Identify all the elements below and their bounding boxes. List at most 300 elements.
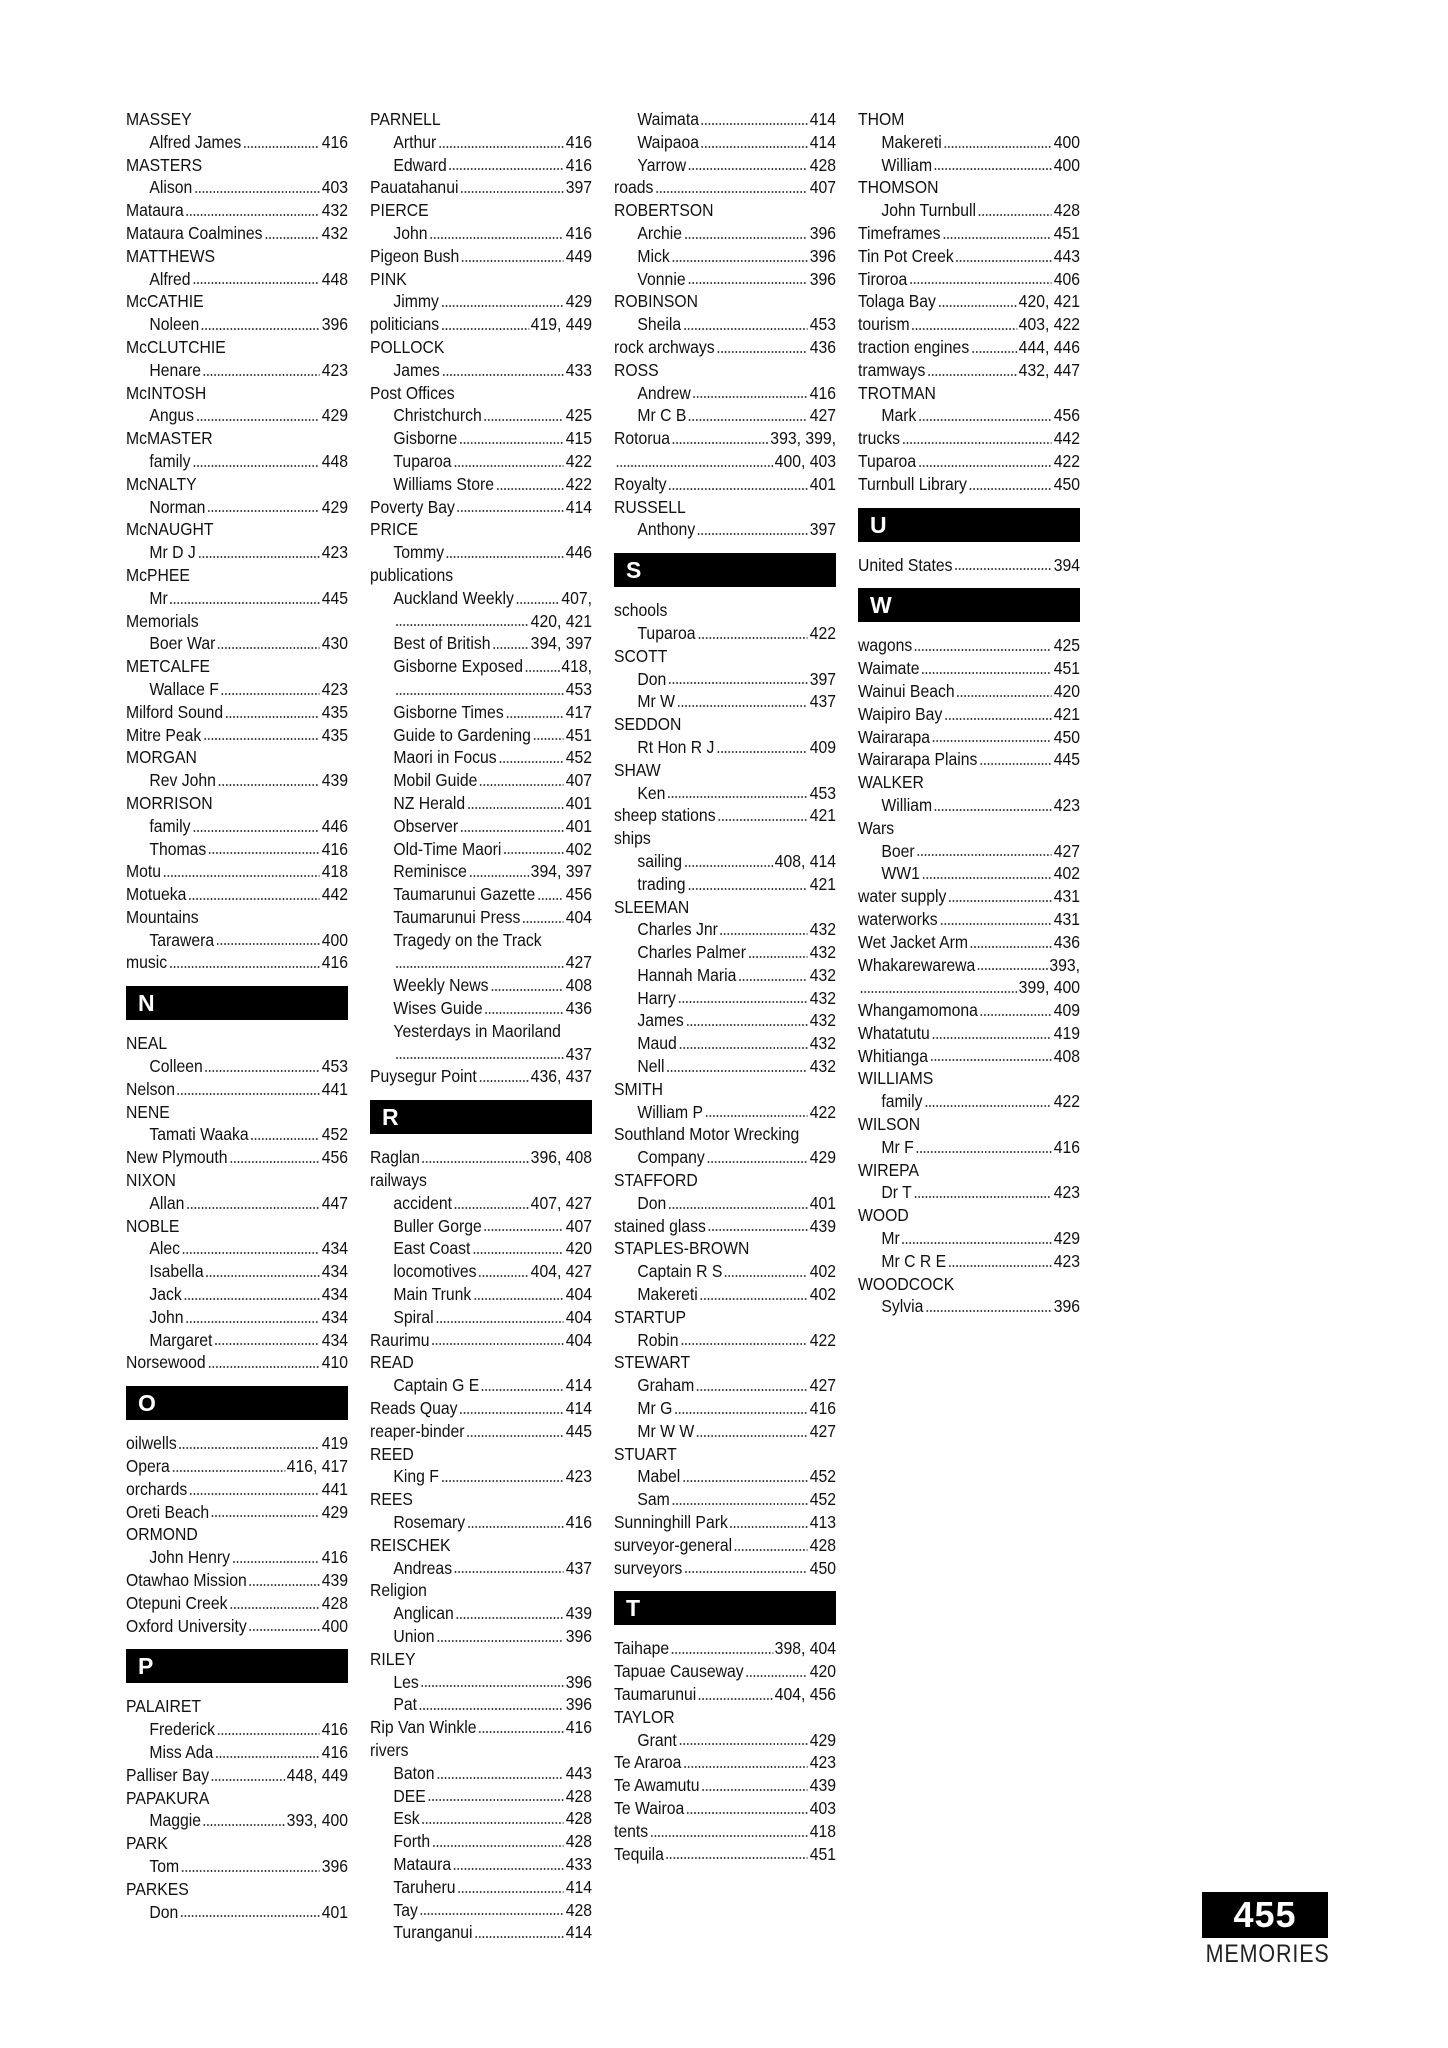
index-heading bbox=[126, 792, 348, 815]
dot-leader bbox=[457, 1890, 564, 1894]
index-subentry bbox=[614, 873, 836, 896]
entry-text: Christchurch bbox=[393, 405, 482, 426]
page-reference: 439 bbox=[321, 770, 348, 791]
index-entry bbox=[126, 1569, 348, 1592]
dot-leader bbox=[467, 806, 564, 810]
entry-text: William bbox=[881, 794, 933, 815]
page-reference: 423 bbox=[809, 1752, 836, 1773]
entry-text: Dr T bbox=[881, 1182, 912, 1203]
entry-text: Timeframes bbox=[858, 222, 941, 243]
section-letter-header: N bbox=[126, 986, 348, 1020]
index-heading bbox=[614, 1237, 836, 1260]
index-subentry bbox=[126, 450, 348, 473]
entry-text: SMITH bbox=[614, 1078, 664, 1099]
entry-text: tramways bbox=[858, 359, 926, 380]
entry-text: Milford Sound bbox=[126, 701, 224, 722]
dot-leader bbox=[738, 978, 808, 982]
entry-text: Whitianga bbox=[858, 1045, 929, 1066]
entry-text: Colleen bbox=[149, 1056, 203, 1077]
index-heading bbox=[370, 1443, 592, 1466]
entry-text: Alfred bbox=[149, 268, 191, 289]
page-reference: 396 bbox=[565, 1694, 592, 1715]
entry-text: McCATHIE bbox=[126, 291, 204, 312]
index-subentry bbox=[126, 359, 348, 382]
entry-text: Tin Pot Creek bbox=[858, 245, 954, 266]
entry-text: Religion bbox=[370, 1580, 427, 1601]
entry-text: orchards bbox=[126, 1478, 188, 1499]
index-entry bbox=[614, 450, 836, 473]
index-subentry bbox=[370, 792, 592, 815]
index-subentry bbox=[370, 1260, 592, 1283]
page-reference: 422 bbox=[809, 622, 836, 643]
entry-text: William bbox=[881, 154, 933, 175]
page-reference: 441 bbox=[321, 1478, 348, 1499]
page-reference: 425 bbox=[1053, 635, 1080, 656]
page-reference: 456 bbox=[565, 884, 592, 905]
dot-leader bbox=[428, 1798, 564, 1802]
index-heading bbox=[126, 336, 348, 359]
dot-leader bbox=[930, 1058, 1052, 1062]
page-reference: 404 bbox=[565, 1284, 592, 1305]
entry-text: Charles Palmer bbox=[637, 942, 746, 963]
index-heading bbox=[370, 1351, 592, 1374]
entry-text: ORMOND bbox=[126, 1524, 198, 1545]
section-letter-header: U bbox=[858, 508, 1080, 542]
entry-text: Oreti Beach bbox=[126, 1501, 210, 1522]
entry-text: Maori in Focus bbox=[393, 747, 497, 768]
index-column-4 bbox=[858, 108, 1080, 1318]
index-subentry bbox=[858, 404, 1080, 427]
entry-text: Makereti bbox=[637, 1284, 698, 1305]
page-reference: 429 bbox=[321, 405, 348, 426]
page-reference: 448 bbox=[321, 450, 348, 471]
dot-leader bbox=[189, 1492, 320, 1496]
entry-text: family bbox=[881, 1091, 923, 1112]
index-subentry bbox=[126, 541, 348, 564]
index-subentry bbox=[858, 1090, 1080, 1113]
entry-text: Captain G E bbox=[393, 1375, 480, 1396]
index-entry bbox=[858, 268, 1080, 291]
page-reference: 414 bbox=[565, 1398, 592, 1419]
entry-text: Boer bbox=[881, 840, 915, 861]
page-reference: 401 bbox=[565, 815, 592, 836]
dot-leader bbox=[707, 1160, 808, 1164]
entry-text: REISCHEK bbox=[370, 1534, 451, 1555]
page-reference: 416 bbox=[809, 382, 836, 403]
index-entry bbox=[126, 1455, 348, 1478]
entry-text: Baton bbox=[393, 1762, 435, 1783]
page-reference: 441 bbox=[321, 1078, 348, 1099]
dot-leader bbox=[454, 1570, 564, 1574]
index-subentry bbox=[858, 1227, 1080, 1250]
dot-leader bbox=[432, 1844, 564, 1848]
dot-leader bbox=[469, 874, 529, 878]
page-reference: 404 bbox=[565, 906, 592, 927]
entry-text: Alison bbox=[149, 177, 193, 198]
entry-text: Arthur bbox=[393, 131, 437, 152]
dot-leader bbox=[442, 373, 564, 377]
index-subentry bbox=[614, 1283, 836, 1306]
entry-text: Taumarunui Gazette bbox=[393, 884, 536, 905]
dot-leader bbox=[249, 1583, 320, 1587]
entry-text: sailing bbox=[637, 850, 683, 871]
entry-text: Sylvia bbox=[881, 1296, 924, 1317]
dot-leader bbox=[205, 1274, 319, 1278]
entry-text: Norman bbox=[149, 496, 206, 517]
page-reference: 445 bbox=[565, 1420, 592, 1441]
entry-text: McINTOSH bbox=[126, 382, 207, 403]
dot-leader bbox=[525, 669, 560, 673]
index-entry bbox=[614, 1774, 836, 1797]
index-subentry bbox=[370, 701, 592, 724]
entry-text: WOODCOCK bbox=[858, 1273, 955, 1294]
dot-leader bbox=[922, 876, 1052, 880]
index-entry bbox=[858, 680, 1080, 703]
entry-text: Miss Ada bbox=[149, 1742, 214, 1762]
index-subentry bbox=[858, 199, 1080, 222]
index-entry bbox=[370, 1146, 592, 1169]
index-subentry bbox=[370, 951, 592, 974]
index-subentry bbox=[370, 1237, 592, 1260]
page-reference: 452 bbox=[809, 1466, 836, 1487]
page-reference: 423 bbox=[1053, 794, 1080, 815]
index-heading bbox=[126, 1832, 348, 1855]
entry-text: waterworks bbox=[858, 908, 938, 929]
index-entry bbox=[858, 1045, 1080, 1068]
dot-leader bbox=[684, 1570, 808, 1574]
index-subentry bbox=[126, 838, 348, 861]
index-subentry bbox=[614, 668, 836, 691]
dot-leader bbox=[179, 1446, 320, 1450]
index-subentry bbox=[370, 1693, 592, 1716]
entry-text: Wet Jacket Arm bbox=[858, 931, 968, 952]
dot-leader bbox=[934, 808, 1052, 812]
index-subentry bbox=[370, 1283, 592, 1306]
page-reference: 442 bbox=[1053, 428, 1080, 449]
page-reference: 451 bbox=[1053, 658, 1080, 679]
index-subentry bbox=[126, 176, 348, 199]
entry-text: trucks bbox=[858, 428, 901, 449]
dot-leader bbox=[484, 1228, 564, 1232]
entry-text: James bbox=[637, 1010, 684, 1031]
dot-leader bbox=[431, 1342, 564, 1346]
dot-leader bbox=[172, 1469, 285, 1473]
entry-text: oilwells bbox=[126, 1433, 177, 1454]
page-reference: 401 bbox=[321, 1901, 348, 1922]
dot-leader bbox=[522, 920, 564, 924]
dot-leader bbox=[978, 213, 1052, 217]
dot-leader bbox=[429, 236, 564, 240]
index-subentry bbox=[614, 1055, 836, 1078]
page-reference: 436 bbox=[1053, 931, 1080, 952]
index-entry bbox=[126, 1146, 348, 1169]
dot-leader bbox=[186, 1206, 320, 1210]
entry-text: John Turnbull bbox=[881, 200, 976, 221]
page-reference: 396 bbox=[809, 222, 836, 243]
index-entry bbox=[614, 176, 836, 199]
dot-leader bbox=[192, 829, 320, 833]
entry-text: Tragedy on the Track bbox=[393, 929, 542, 950]
index-subentry bbox=[370, 678, 592, 701]
page-reference: 425 bbox=[565, 405, 592, 426]
page-reference: 416 bbox=[321, 1742, 348, 1762]
index-subentry bbox=[370, 746, 592, 769]
entry-text: Union bbox=[393, 1626, 435, 1646]
dot-leader bbox=[944, 145, 1052, 149]
page-reference: 423 bbox=[1053, 1250, 1080, 1271]
index-subentry bbox=[370, 974, 592, 997]
page-reference: 446 bbox=[565, 542, 592, 563]
entry-text: PINK bbox=[370, 268, 407, 289]
dot-leader bbox=[250, 1137, 319, 1141]
entry-text: Waimata bbox=[637, 109, 699, 129]
index-heading bbox=[614, 896, 836, 919]
index-heading bbox=[126, 906, 348, 929]
page-reference: 416, 417 bbox=[286, 1456, 348, 1477]
entry-text: Tamati Waaka bbox=[149, 1124, 249, 1145]
dot-leader bbox=[666, 1069, 808, 1073]
entry-text: PAPAKURA bbox=[126, 1787, 210, 1808]
entry-text: Yarrow bbox=[637, 154, 687, 175]
entry-text: Mr W bbox=[637, 691, 676, 712]
page-reference: 418, bbox=[561, 656, 592, 677]
entry-text: WOOD bbox=[858, 1205, 909, 1226]
dot-leader bbox=[902, 441, 1052, 445]
index-heading bbox=[858, 1273, 1080, 1296]
entry-text: ROBERTSON bbox=[614, 200, 714, 221]
entry-text: Pauatahanui bbox=[370, 177, 459, 198]
page-reference: 423 bbox=[321, 542, 348, 563]
entry-text: Tiroroa bbox=[858, 268, 908, 289]
dot-leader bbox=[655, 190, 808, 194]
index-subentry bbox=[614, 622, 836, 645]
index-subentry bbox=[126, 1718, 348, 1741]
page-reference: 419, 449 bbox=[530, 314, 592, 335]
index-subentry bbox=[614, 1192, 836, 1215]
dot-leader bbox=[678, 1000, 808, 1004]
index-entry bbox=[858, 931, 1080, 954]
entry-text: Robin bbox=[637, 1329, 679, 1350]
index-subentry bbox=[614, 964, 836, 987]
index-heading bbox=[614, 713, 836, 736]
index-entry bbox=[858, 976, 1080, 999]
entry-text: Charles Jnr bbox=[637, 919, 718, 940]
page-reference: 451 bbox=[1053, 222, 1080, 243]
entry-text: locomotives bbox=[393, 1261, 477, 1282]
dot-leader bbox=[533, 737, 564, 741]
entry-text: Ken bbox=[637, 782, 666, 803]
dot-leader bbox=[218, 783, 320, 787]
dot-leader bbox=[909, 281, 1052, 285]
dot-leader bbox=[679, 1742, 808, 1746]
entry-text: Turanganui bbox=[393, 1922, 473, 1943]
page-reference: 432 bbox=[809, 919, 836, 940]
index-subentry bbox=[370, 838, 592, 861]
index-heading bbox=[858, 382, 1080, 405]
entry-text: Mr W W bbox=[637, 1420, 695, 1441]
index-entry bbox=[858, 657, 1080, 680]
entry-text: Otepuni Creek bbox=[126, 1592, 228, 1613]
index-entry bbox=[126, 1592, 348, 1615]
dot-leader bbox=[927, 373, 1017, 377]
index-subentry bbox=[858, 1136, 1080, 1159]
dot-leader bbox=[684, 864, 773, 868]
dot-leader bbox=[198, 555, 320, 559]
entry-text: Whakarewarewa bbox=[858, 954, 976, 975]
dot-leader bbox=[677, 704, 808, 708]
index-entry bbox=[370, 1397, 592, 1420]
index-entry bbox=[858, 450, 1080, 473]
page-reference: 407 bbox=[809, 177, 836, 198]
index-entry bbox=[858, 748, 1080, 771]
dot-leader bbox=[492, 646, 529, 650]
entry-text: PARK bbox=[126, 1833, 168, 1854]
index-subentry bbox=[614, 1488, 836, 1511]
page-reference: 428 bbox=[321, 1592, 348, 1613]
dot-leader bbox=[170, 601, 320, 605]
page-reference: 431 bbox=[1053, 908, 1080, 929]
index-heading bbox=[126, 518, 348, 541]
page-reference: 432 bbox=[321, 222, 348, 243]
dot-leader bbox=[683, 1765, 808, 1769]
dot-leader bbox=[207, 509, 320, 513]
index-heading bbox=[614, 199, 836, 222]
index-subentry bbox=[370, 1807, 592, 1830]
index-subentry bbox=[614, 313, 836, 336]
entry-text: READ bbox=[370, 1352, 414, 1373]
index-heading bbox=[370, 564, 592, 587]
entry-text: MASTERS bbox=[126, 154, 203, 175]
entry-text: SLEEMAN bbox=[614, 896, 690, 917]
index-subentry bbox=[126, 769, 348, 792]
page-reference: 439 bbox=[565, 1603, 592, 1624]
index-heading bbox=[370, 1739, 592, 1762]
entry-text: Rotorua bbox=[614, 428, 671, 449]
page-reference: 416 bbox=[565, 154, 592, 175]
dot-leader bbox=[180, 1914, 320, 1918]
index-entry bbox=[614, 1660, 836, 1683]
entry-text: Alec bbox=[149, 1238, 181, 1259]
dot-leader bbox=[980, 1013, 1052, 1017]
index-entry bbox=[614, 804, 836, 827]
page-reference: 416 bbox=[321, 952, 348, 973]
entry-text: WILSON bbox=[858, 1114, 921, 1135]
dot-leader bbox=[221, 692, 320, 696]
index-subentry bbox=[370, 929, 592, 952]
page-reference: 394, 397 bbox=[530, 861, 592, 882]
entry-text: King F bbox=[393, 1466, 439, 1487]
entry-text: Otawhao Mission bbox=[126, 1570, 247, 1591]
dot-leader bbox=[225, 715, 320, 719]
index-heading bbox=[614, 359, 836, 382]
entry-text: Noleen bbox=[149, 314, 200, 335]
page-reference: 402 bbox=[565, 838, 592, 859]
dot-leader bbox=[942, 236, 1052, 240]
entry-text: Norsewood bbox=[126, 1352, 206, 1373]
entry-text: stained glass bbox=[614, 1215, 706, 1236]
dot-leader bbox=[503, 851, 564, 855]
page-reference: 401 bbox=[565, 792, 592, 813]
dot-leader bbox=[457, 509, 564, 513]
index-entry bbox=[126, 883, 348, 906]
page-reference: 415 bbox=[565, 428, 592, 449]
entry-text: Oxford University bbox=[126, 1615, 247, 1636]
dot-leader bbox=[932, 1036, 1052, 1040]
page-reference: 416 bbox=[565, 1717, 592, 1738]
page-reference: 400 bbox=[321, 929, 348, 950]
entry-text: United States bbox=[858, 554, 953, 575]
page-reference: 422 bbox=[809, 1329, 836, 1350]
entry-text: Taihape bbox=[614, 1638, 670, 1659]
dot-leader bbox=[205, 1069, 320, 1073]
dot-leader bbox=[192, 281, 320, 285]
dot-leader bbox=[456, 1616, 564, 1620]
entry-text: Guide to Gardening bbox=[393, 724, 531, 745]
page-reference: 397 bbox=[809, 519, 836, 540]
page-reference: 432 bbox=[809, 1056, 836, 1077]
dot-leader bbox=[918, 464, 1052, 468]
index-entry bbox=[614, 1843, 836, 1866]
index-subentry bbox=[370, 1306, 592, 1329]
page-reference: 416 bbox=[321, 1547, 348, 1568]
dot-leader bbox=[196, 418, 320, 422]
index-subentry bbox=[126, 1901, 348, 1924]
entry-text: Taumarunui bbox=[614, 1684, 697, 1704]
dot-leader bbox=[479, 1079, 529, 1083]
dot-leader bbox=[696, 1388, 808, 1392]
index-subentry bbox=[370, 610, 592, 633]
index-subentry bbox=[370, 1921, 592, 1944]
entry-text: Makereti bbox=[881, 131, 942, 152]
entry-text: Tequila bbox=[614, 1843, 664, 1864]
page-reference: 407 bbox=[565, 770, 592, 791]
entry-text: Tolaga Bay bbox=[858, 291, 936, 312]
index-subentry bbox=[370, 427, 592, 450]
entry-text: Poverty Bay bbox=[370, 496, 455, 517]
index-subentry bbox=[370, 1192, 592, 1215]
entry-text: STAFFORD bbox=[614, 1170, 698, 1191]
entry-text: publications bbox=[370, 564, 454, 585]
index-entry bbox=[126, 1478, 348, 1501]
entry-text: Pat bbox=[393, 1694, 418, 1715]
entry-text: Mr bbox=[881, 1228, 900, 1249]
entry-text: NEAL bbox=[126, 1033, 168, 1054]
index-entry bbox=[614, 1797, 836, 1820]
dot-leader bbox=[921, 671, 1052, 675]
page-reference: 432 bbox=[809, 987, 836, 1008]
index-entry bbox=[370, 245, 592, 268]
page-reference: 396, 408 bbox=[530, 1147, 592, 1168]
page-reference: 422 bbox=[1053, 1091, 1080, 1112]
dot-leader bbox=[671, 1651, 773, 1655]
dot-leader bbox=[201, 327, 320, 331]
page-reference: 436 bbox=[565, 998, 592, 1019]
page-reference: 453 bbox=[809, 782, 836, 803]
entry-text: Mountains bbox=[126, 906, 199, 927]
dot-leader bbox=[185, 1320, 320, 1324]
page-reference: 432 bbox=[809, 1010, 836, 1031]
index-heading bbox=[614, 496, 836, 519]
page-reference: 403 bbox=[321, 177, 348, 198]
entry-text: POLLOCK bbox=[370, 336, 445, 357]
entry-text: McNALTY bbox=[126, 473, 197, 494]
index-subentry bbox=[614, 518, 836, 541]
index-subentry bbox=[614, 918, 836, 941]
index-subentry bbox=[370, 473, 592, 496]
entry-text: WALKER bbox=[858, 772, 924, 793]
publication-label: MEMORIES bbox=[1205, 1940, 1330, 1968]
entry-text: STUART bbox=[614, 1443, 677, 1464]
